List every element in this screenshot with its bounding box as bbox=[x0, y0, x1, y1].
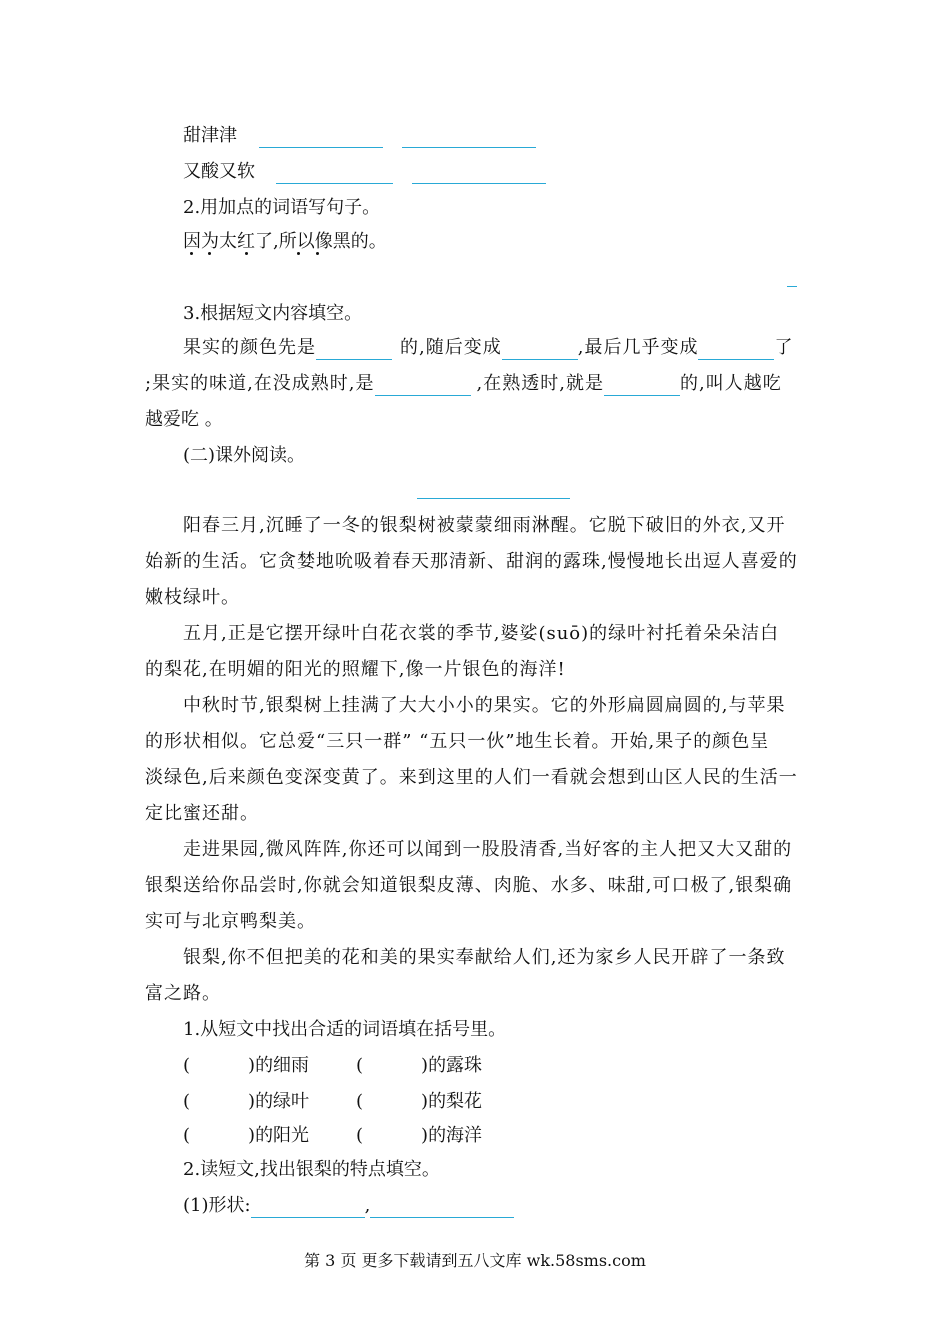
article-line: 的梨花,在明媚的阳光的照耀下,像一片银色的海洋! bbox=[145, 659, 566, 680]
word-row-1 bbox=[183, 124, 237, 148]
emphasis-dot bbox=[190, 252, 193, 255]
article-line: 银梨送给你品尝时,你就会知道银梨皮薄、肉脆、水多、味甜,可口极了,银梨确 bbox=[145, 875, 793, 896]
article-line: 银梨,你不但把美的花和美的果实奉献给人们,还为家乡人民开辟了一条致 bbox=[183, 947, 786, 968]
answer-blank[interactable] bbox=[604, 375, 680, 396]
word-tianjinjin: 甜津津 bbox=[183, 125, 237, 146]
bracket-row bbox=[183, 1124, 309, 1148]
answer-blank[interactable] bbox=[402, 127, 536, 148]
paren: ) bbox=[248, 1125, 256, 1146]
fill-row-shape bbox=[183, 1194, 514, 1218]
paren: ( bbox=[183, 1055, 191, 1076]
article-line: 淡绿色,后来颜色变深变黄了。来到这里的人们一看就会想到山区人民的生活一 bbox=[145, 767, 798, 788]
fill-line-1 bbox=[183, 336, 793, 360]
answer-blank[interactable] bbox=[787, 266, 797, 287]
article-line: 阳春三月,沉睡了一冬的银梨树被蒙蒙细雨淋醒。它脱下破旧的外衣,又开 bbox=[183, 515, 786, 536]
fill-line-3: 越爱吃 。 bbox=[145, 409, 223, 430]
article-line: 嫩枝绿叶。 bbox=[145, 587, 240, 608]
paren: ( bbox=[356, 1125, 364, 1146]
text: 了 bbox=[774, 337, 794, 358]
bracket-row bbox=[356, 1054, 482, 1078]
article-line: 五月,正是它摆开绿叶白花衣裳的季节,婆娑(suō)的绿叶衬托着朵朵洁白 bbox=[183, 623, 780, 644]
text: ,在熟透时,就是 bbox=[476, 373, 604, 394]
paren: ) bbox=[421, 1055, 429, 1076]
answer-blank[interactable] bbox=[259, 127, 383, 148]
word-row-2 bbox=[183, 160, 255, 184]
example-sentence: 因为太红了,所以像黑的。 bbox=[183, 231, 387, 252]
answer-blank[interactable] bbox=[316, 339, 392, 360]
article-line: 始新的生活。它贪婪地吮吸着春天那清新、甜润的露珠,慢慢地长出逗人喜爱的 bbox=[145, 551, 798, 572]
article-line: 富之路。 bbox=[145, 983, 221, 1004]
word-yousuanyouruan: 又酸又软 bbox=[183, 161, 255, 182]
paren: ) bbox=[421, 1091, 429, 1112]
answer-blank[interactable] bbox=[698, 339, 774, 360]
bracket-row bbox=[356, 1124, 482, 1148]
paren: ( bbox=[183, 1091, 191, 1112]
bracket-row bbox=[183, 1090, 309, 1114]
paren: ( bbox=[183, 1125, 191, 1146]
question-title: 1.从短文中找出合适的词语填在括号里。 bbox=[183, 1019, 507, 1040]
answer-blank[interactable] bbox=[251, 1197, 365, 1218]
emphasis-dot bbox=[297, 252, 300, 255]
paren: ) bbox=[421, 1125, 429, 1146]
text: 果实的颜色先是 bbox=[183, 337, 316, 358]
answer-blank[interactable] bbox=[276, 163, 393, 184]
bracket-word: 的绿叶 bbox=[255, 1091, 310, 1112]
bracket-row bbox=[183, 1054, 309, 1078]
article-line: 中秋时节,银梨树上挂满了大大小小的果实。它的外形扁圆扁圆的,与苹果 bbox=[183, 695, 786, 716]
text: ;果实的味道,在没成熟时,是 bbox=[145, 373, 375, 394]
answer-blank[interactable] bbox=[502, 339, 578, 360]
answer-blank[interactable] bbox=[375, 375, 471, 396]
bracket-word: 的梨花 bbox=[428, 1091, 483, 1112]
emphasis-dot bbox=[316, 252, 319, 255]
title-blank[interactable] bbox=[417, 478, 570, 499]
text: 的,随后变成 bbox=[400, 337, 502, 358]
bracket-row bbox=[356, 1090, 482, 1114]
text: 的,叫人越吃 bbox=[679, 373, 782, 394]
article-line: 走进果园,微风阵阵,你还可以闻到一股股清香,当好客的主人把又大又甜的 bbox=[183, 839, 793, 860]
article-line: 实可与北京鸭梨美。 bbox=[145, 911, 316, 932]
question-title: 3.根据短文内容填空。 bbox=[183, 303, 363, 324]
question-title: 2.用加点的词语写句子。 bbox=[183, 197, 381, 218]
page-footer: 第 3 页 更多下载请到五八文库 wk.58sms.com bbox=[304, 1251, 646, 1270]
section-heading: (二)课外阅读。 bbox=[183, 445, 306, 466]
paren: ( bbox=[356, 1091, 364, 1112]
text: ,最后几乎变成 bbox=[577, 337, 699, 358]
emphasis-dot bbox=[245, 252, 248, 255]
answer-blank[interactable] bbox=[412, 163, 546, 184]
article-line: 定比蜜还甜。 bbox=[145, 803, 259, 824]
bracket-word: 的阳光 bbox=[255, 1125, 310, 1146]
bracket-word: 的海洋 bbox=[428, 1125, 483, 1146]
question-title: 2.读短文,找出银梨的特点填空。 bbox=[183, 1159, 440, 1180]
article-line: 的形状相似。它总爱“三只一群” “五只一伙”地生长着。开始,果子的颜色呈 bbox=[145, 731, 770, 752]
paren: ( bbox=[356, 1055, 364, 1076]
answer-blank[interactable] bbox=[370, 1197, 514, 1218]
bracket-word: 的细雨 bbox=[255, 1055, 310, 1076]
emphasis-dot bbox=[208, 252, 211, 255]
paren: ) bbox=[248, 1091, 256, 1112]
bracket-word: 的露珠 bbox=[428, 1055, 483, 1076]
paren: ) bbox=[248, 1055, 256, 1076]
fill-line-2 bbox=[145, 372, 782, 396]
comma: , bbox=[364, 1195, 371, 1216]
label: (1)形状: bbox=[183, 1195, 251, 1216]
